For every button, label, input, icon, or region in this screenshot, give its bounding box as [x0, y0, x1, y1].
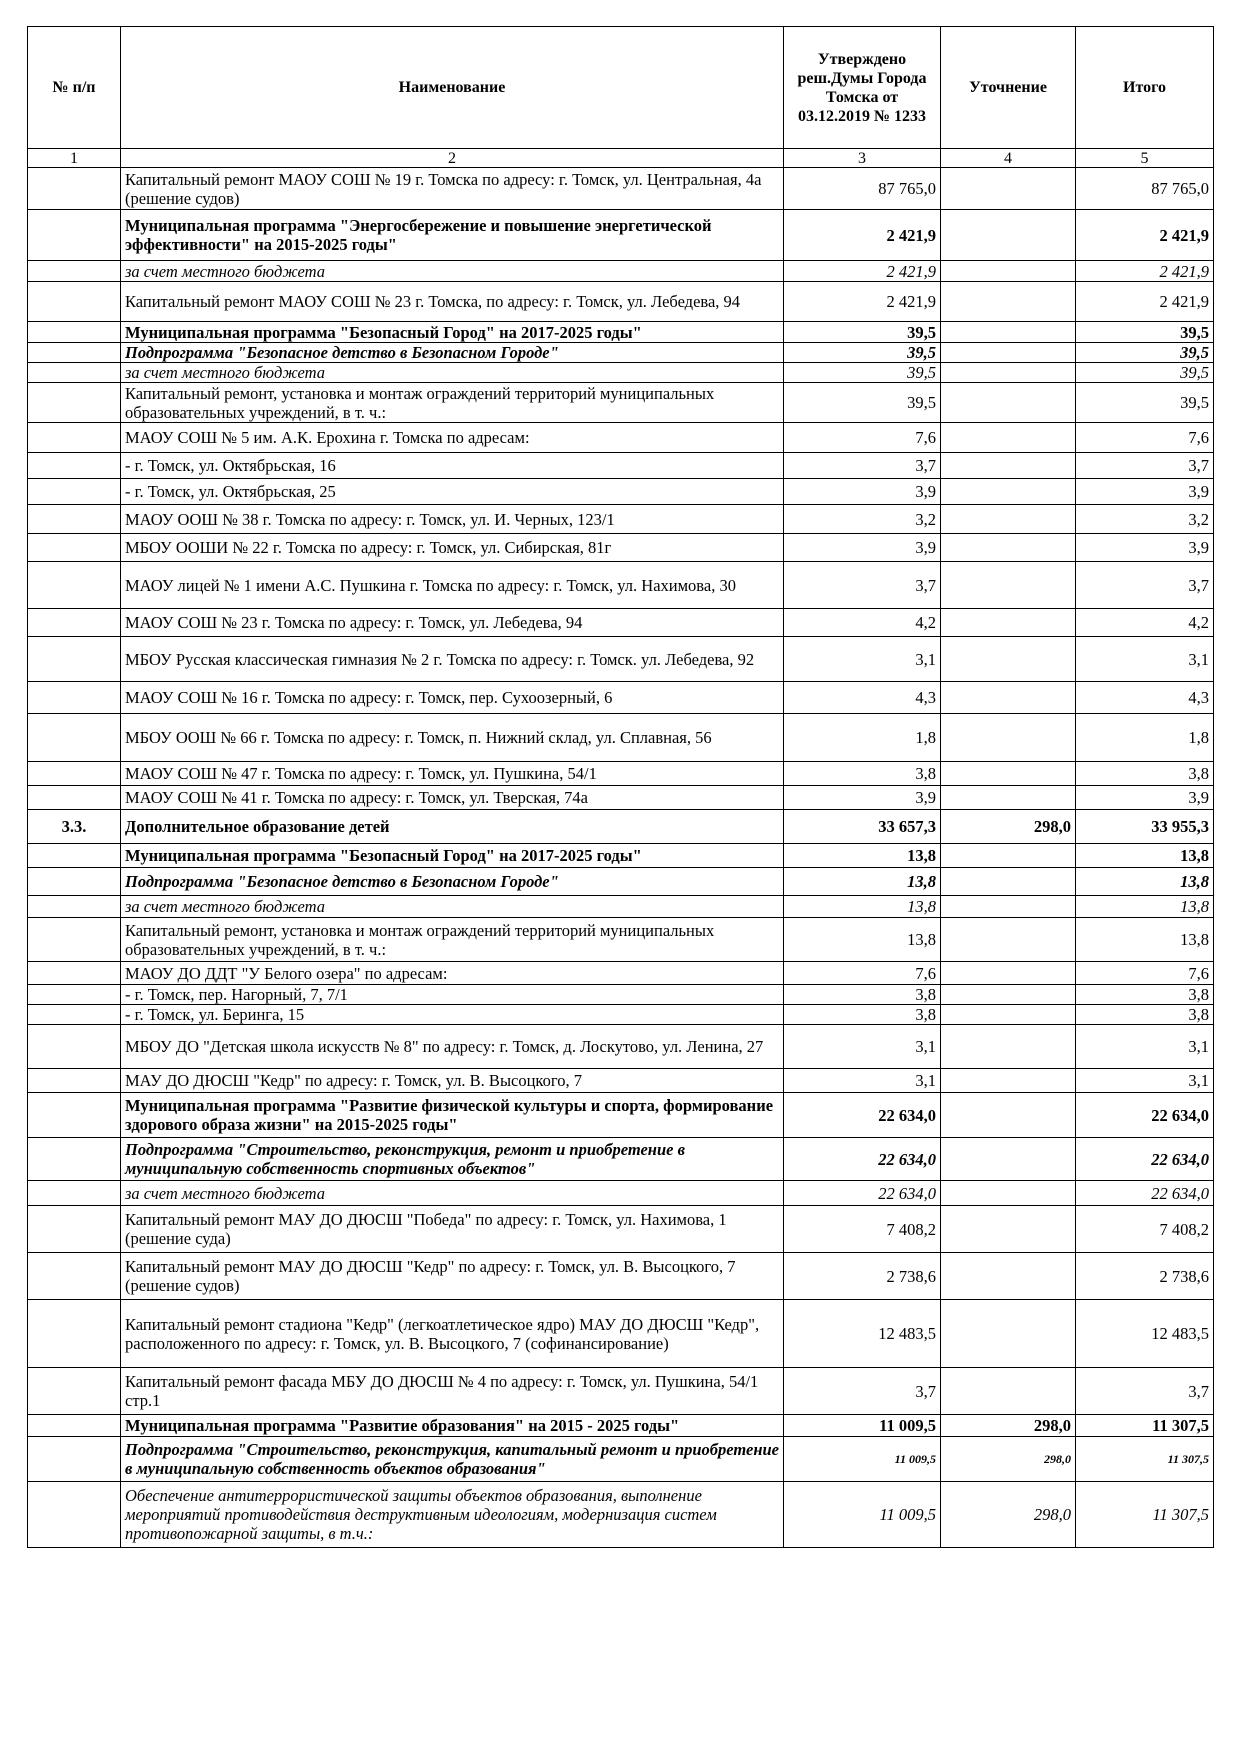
row-approved: 3,2 [784, 505, 941, 534]
row-approved: 11 009,5 [784, 1437, 941, 1482]
row-change [941, 562, 1076, 609]
row-change [941, 383, 1076, 423]
row-name: - г. Томск, пер. Нагорный, 7, 7/1 [121, 985, 784, 1005]
table-row [28, 168, 1214, 210]
row-total: 2 421,9 [1076, 210, 1214, 261]
row-number [28, 637, 121, 682]
row-name: Капитальный ремонт МАОУ СОШ № 19 г. Томска по адресу: г. Томск, ул. Центральная, 4а (решение судов) [121, 168, 784, 210]
row-change [941, 282, 1076, 322]
row-name: - г. Томск, ул. Беринга, 15 [121, 1005, 784, 1025]
row-change [941, 505, 1076, 534]
table-row [28, 210, 1214, 261]
table-row [28, 810, 1214, 844]
row-approved: 22 634,0 [784, 1181, 941, 1206]
row-approved: 39,5 [784, 343, 941, 363]
row-name: Муниципальная программа "Безопасный Город" на 2017-2025 годы" [121, 844, 784, 868]
column-number: 1 [28, 149, 121, 168]
row-name: - г. Томск, ул. Октябрьская, 25 [121, 479, 784, 505]
row-total: 3,8 [1076, 985, 1214, 1005]
row-total: 3,8 [1076, 762, 1214, 786]
table-row [28, 1368, 1214, 1415]
row-total: 12 483,5 [1076, 1300, 1214, 1368]
table-body [28, 168, 1214, 1548]
row-number [28, 682, 121, 714]
row-number [28, 1069, 121, 1093]
table-row [28, 322, 1214, 343]
row-number [28, 210, 121, 261]
row-name: МАОУ ДО ДДТ "У Белого озера" по адресам: [121, 962, 784, 985]
table-row [28, 1253, 1214, 1300]
row-number [28, 762, 121, 786]
row-name: МБОУ Русская классическая гимназия № 2 г. Томска по адресу: г. Томск. ул. Лебедева, 92 [121, 637, 784, 682]
header-number: № п/п [28, 27, 121, 149]
row-change [941, 868, 1076, 896]
row-total: 39,5 [1076, 383, 1214, 423]
table-row [28, 505, 1214, 534]
row-total: 87 765,0 [1076, 168, 1214, 210]
row-total: 3,1 [1076, 637, 1214, 682]
row-total: 3,1 [1076, 1069, 1214, 1093]
table-row [28, 479, 1214, 505]
table-row [28, 714, 1214, 762]
row-total: 33 955,3 [1076, 810, 1214, 844]
row-change [941, 1368, 1076, 1415]
row-total: 39,5 [1076, 343, 1214, 363]
row-total: 7,6 [1076, 962, 1214, 985]
row-total: 11 307,5 [1076, 1482, 1214, 1548]
row-total: 11 307,5 [1076, 1415, 1214, 1437]
row-approved: 39,5 [784, 363, 941, 383]
row-number [28, 261, 121, 282]
row-name: Подпрограмма "Безопасное детство в Безопасном Городе" [121, 343, 784, 363]
row-name: за счет местного бюджета [121, 363, 784, 383]
row-number [28, 985, 121, 1005]
row-total: 4,2 [1076, 609, 1214, 637]
row-name: Капитальный ремонт МАУ ДО ДЮСШ "Кедр" по адресу: г. Томск, ул. В. Высоцкого, 7 (решение судов) [121, 1253, 784, 1300]
row-number [28, 423, 121, 453]
row-name: Капитальный ремонт МАУ ДО ДЮСШ "Победа" по адресу: г. Томск, ул. Нахимова, 1 (решение суда) [121, 1206, 784, 1253]
row-total: 3,9 [1076, 786, 1214, 810]
row-name: Подпрограмма "Строительство, реконструкция, ремонт и приобретение в муниципальную собственность спортивных объектов" [121, 1138, 784, 1181]
row-change [941, 453, 1076, 479]
header-name: Наименование [121, 27, 784, 149]
budget-table [27, 26, 1214, 1548]
row-approved: 11 009,5 [784, 1482, 941, 1548]
row-change [941, 363, 1076, 383]
row-number [28, 1093, 121, 1138]
table-row [28, 868, 1214, 896]
row-name: - г. Томск, ул. Октябрьская, 16 [121, 453, 784, 479]
header-change: Уточнение [941, 27, 1076, 149]
row-change [941, 714, 1076, 762]
table-row [28, 261, 1214, 282]
row-approved: 3,9 [784, 534, 941, 562]
row-total: 13,8 [1076, 918, 1214, 962]
row-name: Муниципальная программа "Развитие образования" на 2015 - 2025 годы" [121, 1415, 784, 1437]
row-change [941, 609, 1076, 637]
row-number [28, 343, 121, 363]
row-change [941, 1138, 1076, 1181]
row-change [941, 1181, 1076, 1206]
row-change [941, 322, 1076, 343]
row-number: 3.3. [28, 810, 121, 844]
row-change [941, 210, 1076, 261]
row-total: 13,8 [1076, 844, 1214, 868]
row-change [941, 637, 1076, 682]
row-total: 13,8 [1076, 896, 1214, 918]
row-number [28, 918, 121, 962]
row-total: 3,9 [1076, 534, 1214, 562]
row-total: 3,2 [1076, 505, 1214, 534]
row-total: 2 421,9 [1076, 282, 1214, 322]
row-number [28, 1415, 121, 1437]
row-name: МАОУ лицей № 1 имени А.С. Пушкина г. Томска по адресу: г. Томск, ул. Нахимова, 30 [121, 562, 784, 609]
table-row [28, 1093, 1214, 1138]
row-name: Муниципальная программа "Развитие физической культуры и спорта, формирование здорового образа жизни" на 2015-2025 годы" [121, 1093, 784, 1138]
row-change [941, 844, 1076, 868]
row-name: МАОУ ООШ № 38 г. Томска по адресу: г. Томск, ул. И. Черных, 123/1 [121, 505, 784, 534]
row-number [28, 383, 121, 423]
row-change: 298,0 [941, 810, 1076, 844]
row-total: 3,8 [1076, 1005, 1214, 1025]
header-approved: Утверждено реш.Думы Города Томска от 03.12.2019 № 1233 [784, 27, 941, 149]
table-row [28, 918, 1214, 962]
row-approved: 2 421,9 [784, 210, 941, 261]
row-number [28, 1181, 121, 1206]
row-number [28, 1025, 121, 1069]
row-total: 3,7 [1076, 453, 1214, 479]
row-approved: 13,8 [784, 844, 941, 868]
row-name: Подпрограмма "Строительство, реконструкция, капитальный ремонт и приобретение в муниципальную собственность объектов образования" [121, 1437, 784, 1482]
row-change [941, 1206, 1076, 1253]
row-number [28, 453, 121, 479]
row-total: 3,7 [1076, 562, 1214, 609]
row-approved: 39,5 [784, 383, 941, 423]
row-change [941, 1300, 1076, 1368]
row-change [941, 261, 1076, 282]
column-number: 4 [941, 149, 1076, 168]
row-change [941, 1069, 1076, 1093]
table-row [28, 423, 1214, 453]
table-row [28, 1206, 1214, 1253]
row-approved: 3,7 [784, 453, 941, 479]
row-number [28, 1437, 121, 1482]
table-row [28, 786, 1214, 810]
row-approved: 2 421,9 [784, 261, 941, 282]
row-change [941, 682, 1076, 714]
row-approved: 13,8 [784, 918, 941, 962]
row-approved: 22 634,0 [784, 1138, 941, 1181]
row-name: Капитальный ремонт МАОУ СОШ № 23 г. Томска, по адресу: г. Томск, ул. Лебедева, 94 [121, 282, 784, 322]
row-approved: 13,8 [784, 896, 941, 918]
row-name: МАОУ СОШ № 41 г. Томска по адресу: г. Томск, ул. Тверская, 74а [121, 786, 784, 810]
row-name: МБОУ ООШИ № 22 г. Томска по адресу: г. Томск, ул. Сибирская, 81г [121, 534, 784, 562]
row-total: 39,5 [1076, 322, 1214, 343]
row-total: 1,8 [1076, 714, 1214, 762]
row-change [941, 962, 1076, 985]
table-row [28, 343, 1214, 363]
row-approved: 33 657,3 [784, 810, 941, 844]
row-number [28, 844, 121, 868]
row-approved: 3,9 [784, 479, 941, 505]
column-number-row [28, 149, 1214, 168]
row-name: Подпрограмма "Безопасное детство в Безопасном Городе" [121, 868, 784, 896]
row-approved: 3,1 [784, 1025, 941, 1069]
row-total: 2 421,9 [1076, 261, 1214, 282]
row-name: Дополнительное образование детей [121, 810, 784, 844]
table-row [28, 453, 1214, 479]
row-approved: 87 765,0 [784, 168, 941, 210]
row-total: 3,9 [1076, 479, 1214, 505]
row-name: МБОУ ДО "Детская школа искусств № 8" по адресу: г. Томск, д. Лоскутово, ул. Ленина, 27 [121, 1025, 784, 1069]
row-total: 7,6 [1076, 423, 1214, 453]
table-row [28, 637, 1214, 682]
row-approved: 7,6 [784, 962, 941, 985]
row-approved: 13,8 [784, 868, 941, 896]
row-change [941, 1005, 1076, 1025]
row-approved: 3,1 [784, 1069, 941, 1093]
table-row [28, 1181, 1214, 1206]
row-number [28, 1482, 121, 1548]
table-row [28, 985, 1214, 1005]
row-change [941, 1093, 1076, 1138]
table-header-row [28, 27, 1214, 149]
row-number [28, 505, 121, 534]
table-row [28, 1138, 1214, 1181]
row-change: 298,0 [941, 1437, 1076, 1482]
table-row [28, 896, 1214, 918]
row-number [28, 962, 121, 985]
row-change: 298,0 [941, 1482, 1076, 1548]
row-change [941, 896, 1076, 918]
row-number [28, 1005, 121, 1025]
row-approved: 2 421,9 [784, 282, 941, 322]
row-number [28, 363, 121, 383]
row-name: Капитальный ремонт стадиона "Кедр" (легкоатлетическое ядро) МАУ ДО ДЮСШ "Кедр", расположенного по адресу: г. Томск, ул. В. Высоцкого, 7 (софинансирование) [121, 1300, 784, 1368]
row-number [28, 534, 121, 562]
row-total: 2 738,6 [1076, 1253, 1214, 1300]
row-approved: 3,1 [784, 637, 941, 682]
row-total: 3,7 [1076, 1368, 1214, 1415]
row-approved: 3,7 [784, 562, 941, 609]
row-total: 39,5 [1076, 363, 1214, 383]
column-number: 2 [121, 149, 784, 168]
table-row [28, 534, 1214, 562]
row-change [941, 479, 1076, 505]
table-row [28, 1300, 1214, 1368]
row-approved: 3,8 [784, 985, 941, 1005]
row-name: Обеспечение антитеррористической защиты объектов образования, выполнение мероприятий противодействия деструктивным идеологиям, модернизация систем противопожарной защиты, в т.ч.: [121, 1482, 784, 1548]
row-number [28, 1206, 121, 1253]
row-approved: 7 408,2 [784, 1206, 941, 1253]
row-total: 22 634,0 [1076, 1138, 1214, 1181]
table-row [28, 962, 1214, 985]
row-number [28, 609, 121, 637]
row-change [941, 423, 1076, 453]
row-approved: 11 009,5 [784, 1415, 941, 1437]
table-row [28, 1437, 1214, 1482]
row-total: 13,8 [1076, 868, 1214, 896]
row-name: МБОУ ООШ № 66 г. Томска по адресу: г. Томск, п. Нижний склад, ул. Сплавная, 56 [121, 714, 784, 762]
table-row [28, 1069, 1214, 1093]
row-name: Муниципальная программа "Энергосбережение и повышение энергетической эффективности" на 2015-2025 годы" [121, 210, 784, 261]
row-approved: 3,9 [784, 786, 941, 810]
table-row [28, 1005, 1214, 1025]
row-approved: 22 634,0 [784, 1093, 941, 1138]
row-change [941, 786, 1076, 810]
row-change [941, 343, 1076, 363]
table-row [28, 609, 1214, 637]
row-total: 11 307,5 [1076, 1437, 1214, 1482]
row-change: 298,0 [941, 1415, 1076, 1437]
row-number [28, 322, 121, 343]
row-approved: 7,6 [784, 423, 941, 453]
table-row [28, 1482, 1214, 1548]
table-row [28, 282, 1214, 322]
row-name: МАУ ДО ДЮСШ "Кедр" по адресу: г. Томск, ул. В. Высоцкого, 7 [121, 1069, 784, 1093]
row-number [28, 282, 121, 322]
row-number [28, 1253, 121, 1300]
row-approved: 4,2 [784, 609, 941, 637]
table-row [28, 562, 1214, 609]
row-approved: 4,3 [784, 682, 941, 714]
row-total: 22 634,0 [1076, 1093, 1214, 1138]
row-name: за счет местного бюджета [121, 261, 784, 282]
column-number: 5 [1076, 149, 1214, 168]
row-number [28, 479, 121, 505]
row-name: Муниципальная программа "Безопасный Город" на 2017-2025 годы" [121, 322, 784, 343]
table-row [28, 1025, 1214, 1069]
row-number [28, 868, 121, 896]
row-total: 4,3 [1076, 682, 1214, 714]
header-total: Итого [1076, 27, 1214, 149]
row-change [941, 534, 1076, 562]
row-approved: 12 483,5 [784, 1300, 941, 1368]
row-approved: 3,7 [784, 1368, 941, 1415]
row-name: Капитальный ремонт, установка и монтаж ограждений территорий муниципальных образовательных учреждений, в т. ч.: [121, 383, 784, 423]
row-number [28, 562, 121, 609]
row-number [28, 896, 121, 918]
row-total: 3,1 [1076, 1025, 1214, 1069]
row-change [941, 1025, 1076, 1069]
table-row [28, 383, 1214, 423]
table-row [28, 363, 1214, 383]
row-number [28, 1368, 121, 1415]
row-approved: 3,8 [784, 1005, 941, 1025]
row-approved: 1,8 [784, 714, 941, 762]
table-row [28, 682, 1214, 714]
row-number [28, 168, 121, 210]
column-number: 3 [784, 149, 941, 168]
row-number [28, 786, 121, 810]
row-number [28, 1300, 121, 1368]
row-name: Капитальный ремонт, установка и монтаж ограждений территорий муниципальных образовательных учреждений, в т. ч.: [121, 918, 784, 962]
row-change [941, 168, 1076, 210]
row-change [941, 918, 1076, 962]
row-name: МАОУ СОШ № 16 г. Томска по адресу: г. Томск, пер. Сухоозерный, 6 [121, 682, 784, 714]
row-change [941, 1253, 1076, 1300]
row-approved: 3,8 [784, 762, 941, 786]
row-approved: 2 738,6 [784, 1253, 941, 1300]
row-name: МАОУ СОШ № 23 г. Томска по адресу: г. Томск, ул. Лебедева, 94 [121, 609, 784, 637]
row-name: МАОУ СОШ № 5 им. А.К. Ерохина г. Томска по адресам: [121, 423, 784, 453]
row-approved: 39,5 [784, 322, 941, 343]
row-change [941, 762, 1076, 786]
row-name: за счет местного бюджета [121, 1181, 784, 1206]
row-name: за счет местного бюджета [121, 896, 784, 918]
row-change [941, 985, 1076, 1005]
row-total: 22 634,0 [1076, 1181, 1214, 1206]
row-name: Капитальный ремонт фасада МБУ ДО ДЮСШ № 4 по адресу: г. Томск, ул. Пушкина, 54/1 стр.1 [121, 1368, 784, 1415]
table-row [28, 762, 1214, 786]
table-row [28, 1415, 1214, 1437]
row-number [28, 1138, 121, 1181]
table-row [28, 844, 1214, 868]
row-total: 7 408,2 [1076, 1206, 1214, 1253]
row-name: МАОУ СОШ № 47 г. Томска по адресу: г. Томск, ул. Пушкина, 54/1 [121, 762, 784, 786]
row-number [28, 714, 121, 762]
